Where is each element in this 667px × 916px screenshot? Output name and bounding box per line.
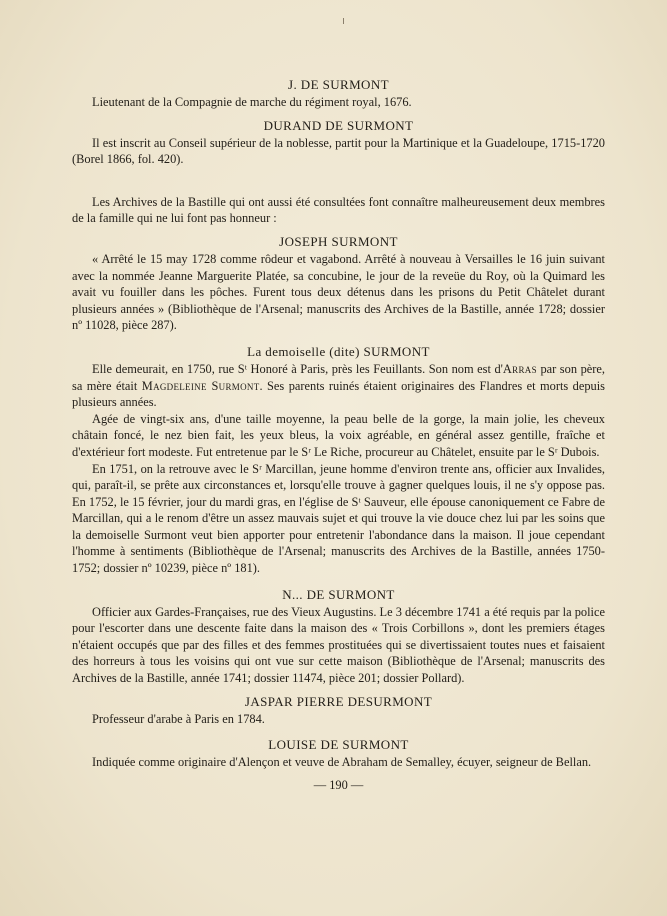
heading-louise-de-surmont: LOUISE DE SURMONT — [268, 737, 409, 753]
entry-demoiselle-p1 — [72, 361, 605, 411]
p1-text-b: par son père, sa mère était — [72, 361, 605, 393]
p1-text-c: . Ses parents ruinés étaient originaires des Flandres et morts depuis plusieurs années. — [72, 378, 605, 410]
heading-demoiselle-surmont: La demoiselle (dite) SURMONT — [247, 343, 430, 359]
entry-louise-de-surmont: Indiquée comme originaire d'Alençon et veuve de Abraham de Semalley, écuyer, seigneur de Bellan. — [92, 755, 592, 770]
entry-demoiselle-p3: En 1751, on la retrouve avec le Sʳ Marcillan, jeune homme d'environ trente ans, officier aux Invalides, qui, paraît-il, se prête aux circonstances et, lorsqu'elle trouve à gagner quelques louis, il ne s'y oppose pas. En 1752, le 15 février, jour du mardi gras, en l'église de Sᵗ Sauveur, elle épouse canoniquement ce Fabre de Marcillan, qui a le renom d'être un assez mauvais sujet et qui trouve la vie douce chez lui par les soins que la demoiselle Surmont veut bien apporter pour entretenir l'abondance dans la maison. Il joue cependant l'homme à sentiments (Bibliothèque de l'Arsenal; manuscrits des Archives de la Bastille, années 1750-1752; dossier nº 10239, pièce nº 181). — [72, 461, 605, 576]
heading-j-de-surmont: J. DE SURMONT — [288, 77, 389, 92]
heading-n-de-surmont: N... DE SURMONT — [282, 586, 395, 602]
p1-text-a: Elle demeurait, en 1750, rue Sᵗ Honoré à Paris, près les Feuillants. Son nom est d' — [92, 361, 503, 376]
entry-demoiselle-p2: Agée de vingt-six ans, d'une taille moyenne, la peau belle de la gorge, la main jolie, les cheveux châtain foncé, le nez bien fait, les yeux bleus, la voix agréable, en général assez gentille, fraîche et d'extérieur fort modeste. Fut entretenue par le Sʳ Le Riche, procureur au Châtelet, ensuite par le Sʳ Dubois. — [72, 411, 605, 459]
entry-jaspar-pierre-desurmont: Professeur d'arabe à Paris en 1784. — [92, 711, 265, 726]
name-arras: Arras — [502, 361, 537, 376]
entry-j-de-surmont: Lieutenant de la Compagnie de marche du régiment royal, 1676. — [92, 95, 412, 109]
heading-jaspar-pierre-desurmont: JASPAR PIERRE DESURMONT — [244, 693, 433, 709]
name-magdeleine-surmont: Magdeleine Surmont — [141, 378, 260, 393]
page-mark — [343, 18, 344, 24]
entry-joseph-surmont: « Arrêté le 15 may 1728 comme rôdeur et vagabond. Arrêté à nouveau à Versailles le 16 juin suivant avec la nommée Jeanne Marguerite Platée, sa concubine, le jour de la reveüe du Roy, où la Quimard les avait vu fouiller dans les pôches. Furent tous deux détenus dans les prisons du Petit Châtelet durant plusieurs années » (Bibliothèque de l'Arsenal; manuscrits des Archives de la Bastille, année 1728; dossier nº 11028, pièce 287). — [72, 251, 605, 333]
heading-durand-de-surmont: DURAND DE SURMONT — [263, 117, 414, 133]
entry-n-de-surmont: Officier aux Gardes-Françaises, rue des Vieux Augustins. Le 3 décembre 1741 a été requis par la police pour l'escorter dans une descente faite dans la maison des « Trois Corbillons », dont les premiers étages n'étaient occupés que par des filles et des femmes prostituées qui se divertissaient toutes nues et faisaient des horreurs à tous les voisins qui ont vue sur cette maison (Bibliothèque de l'Arsenal; manuscrits des Archives de la Bastille, année 1741; dossier 11474, pièce 201; dossier Pollard). — [72, 604, 605, 686]
page-content — [72, 76, 605, 793]
entry-durand-de-surmont: Il est inscrit au Conseil supérieur de la noblesse, partit pour la Martinique et la Guadeloupe, 1715-1720 (Borel 1866, fol. 420). — [72, 135, 605, 167]
page-number: — 190 — — [313, 777, 364, 792]
bastille-intro: Les Archives de la Bastille qui ont aussi été consultées font connaître malheureusement deux membres de la famille qui ne lui font pas honneur : — [72, 194, 605, 226]
heading-joseph-surmont: JOSEPH SURMONT — [279, 233, 398, 249]
